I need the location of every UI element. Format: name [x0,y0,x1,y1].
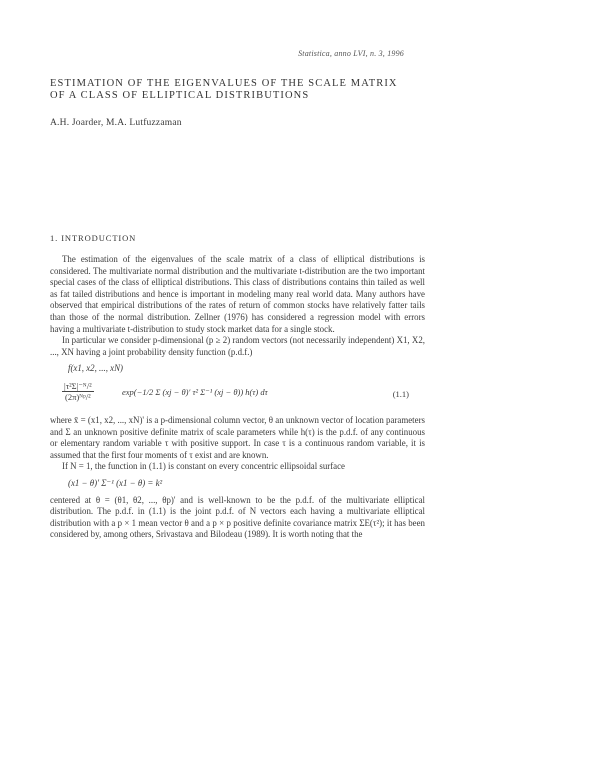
equation-lhs: f(x1, x2, ..., xN) [68,363,123,374]
paragraph-2: In particular we consider p-dimensional (p ≥ 2) random vectors (not necessarily independent) X1, X2, ..., XN having a joint probability density function (p.d.f.) [50,335,425,357]
paragraph-4: If N = 1, the function in (1.1) is constant on every concentric ellipsoidal surface [62,461,345,472]
paragraph-5: centered at θ = (θ1, θ2, ..., θp)' and is well-known to be the p.d.f. of the multivariate elliptical distribution. The p.d.f. in (1.1) is the joint p.d.f. of N vectors each having a multivariate elliptical distribution with a p × 1 mean vector θ and a p × p positive definite covariance matrix ΣE(τ²); it has been considered by, among others, Srivastava and Bilodeau (1989). It is worth noting that the [50,494,425,540]
fraction-denominator: (2π)ᴺᵖ/² [64,391,91,402]
paragraph-1: The estimation of the eigenvalues of the scale matrix of a class of elliptical distributions is considered. The multivariate normal distribution and the multivariate t-distribution are the two important special cases of the class of elliptical distributions. This class of distributions contains thin tailed as well as fat tailed distributions and hence is important in modeling many real world data. Many authors have observed that empirical distributions of the rates of return of common stocks have relatively fatter tails than those of the normal distribution. Zellner (1976) has considered a regression model with errors having a multivariate t-distribution to study stock market data for a single stock. [50,254,425,334]
fraction-numerator: |τ²Σ|⁻ᴺ/² [64,380,92,391]
paper-authors: A.H. Joarder, M.A. Lutfuzzaman [50,118,182,128]
section-heading: 1. INTRODUCTION [50,233,137,243]
equation-ellipsoid: (x1 − θ)′ Σ⁻¹ (x1 − θ) = k² [68,477,163,488]
body-text [50,254,425,541]
paper-title: ESTIMATION OF THE EIGENVALUES OF THE SCALE MATRIX OF A CLASS OF ELLIPTICAL DISTRIBUTIONS [50,78,398,101]
equation-1-1 [62,377,425,409]
equation-body: exp(−1/2 Σ (xj − θ)′ τ² Σ⁻¹ (xj − θ)) h(τ) dτ [122,386,268,397]
journal-header: Statistica, anno LVI, n. 3, 1996 [298,49,404,58]
equation-fraction [62,381,94,402]
paragraph-3: where x̄ = (x1, x2, ..., xN)' is a p-dimensional column vector, θ an unknown vector of location parameters and Σ an unknown positive definite matrix of scale parameters while h(τ) is the p.d.f. of any continuous or elementary random variable τ with positive support. In case τ is a continuous random variable, it is assumed that the first four moments of τ exist and are known. [50,414,425,460]
equation-label: (1.1) [392,388,409,399]
